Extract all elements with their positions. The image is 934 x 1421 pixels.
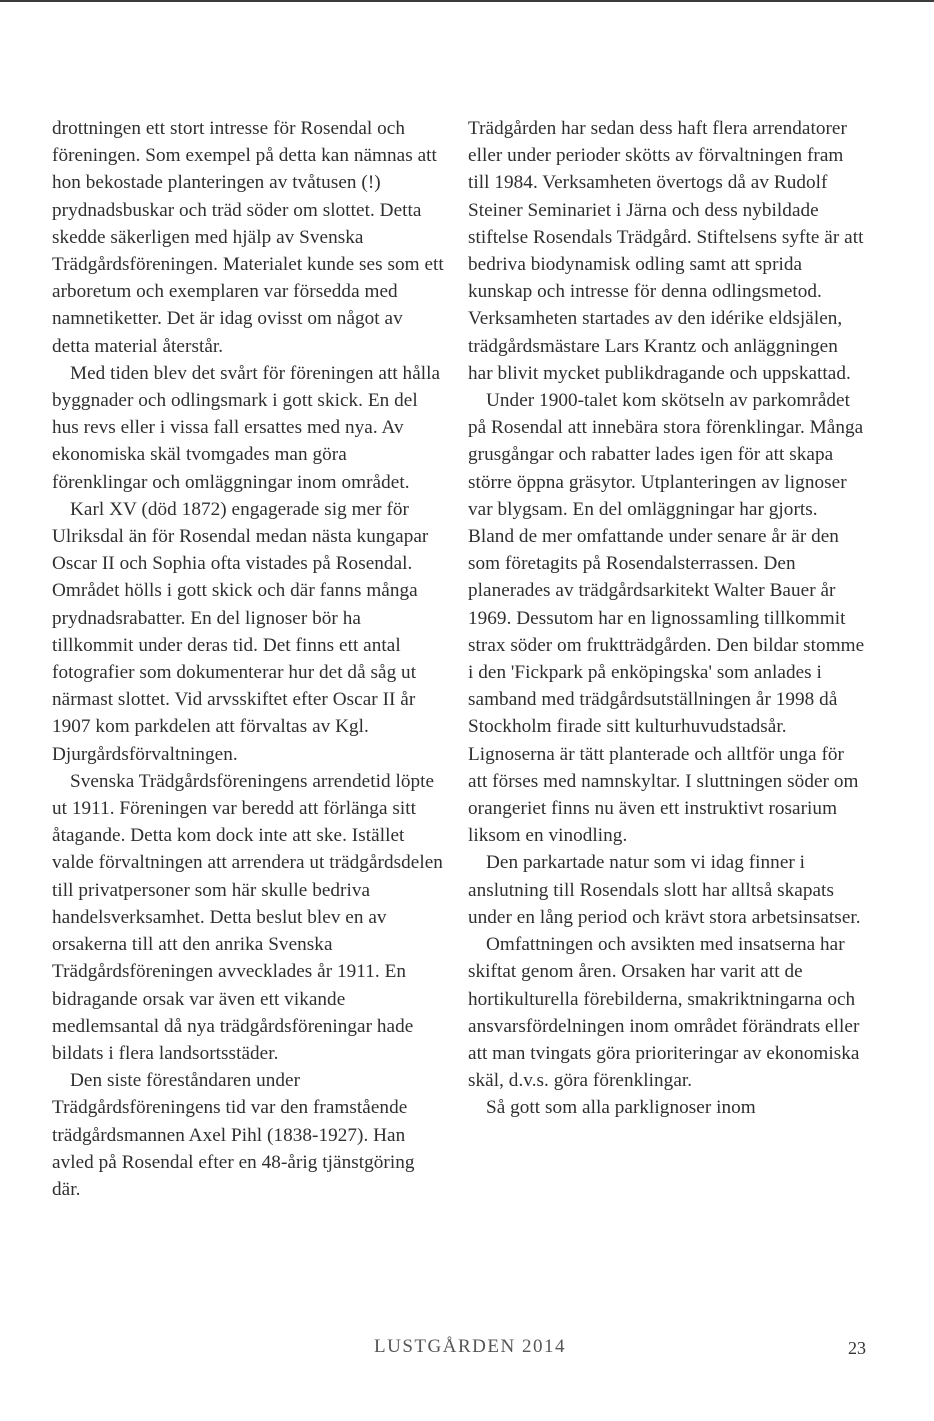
paragraph: Den parkartade natur som vi idag finner i anslutning till Rosendals slott har alltså skapats under en lång period och krävt stora arbetsinsatser. — [468, 852, 861, 928]
paragraph: Så gott som alla parklignoser inom — [486, 1097, 756, 1119]
paragraph: Svenska Trädgårdsföreningens arrendetid löpte ut 1911. Föreningen var beredd att förlänga sitt åtagande. Detta kom dock inte att ske. Istället valde förvaltningen att arrendera ut trädgårdsdelen till privatpersoner som här skulle bedriva handelsverksamhet. Detta beslut blev en av orsakerna till att den anrika Svenska Trädgårdsföreningen avvecklades år 1911. En bidragande orsak var även ett vikande medlemsantal då nya trädgårdsföreningar hade bildats i flera landsortsstäder. — [52, 770, 443, 1064]
paragraph: Karl XV (död 1872) engagerade sig mer för Ulriksdal än för Rosendal medan nästa kungapar Oscar II och Sophia ofta vistades på Rosendal. Området hölls i gott skick och där fanns många prydnadsrabatter. En del lignoser bör ha tillkommit under deras tid. Det finns ett antal fotografier som dokumenterar hur det då såg ut närmast slottet. Vid arvsskiftet efter Oscar II år 1907 kom parkdelen att förvaltas av Kgl. Djurgårdsförvaltningen. — [52, 498, 429, 765]
paragraph: Den siste föreståndaren under Trädgårdsföreningens tid var den framstående trädgårdsmannen Axel Pihl (1838-1927). Han avled på Rosendal efter en 48-årig tjänstgöring där. — [52, 1070, 415, 1200]
right-column — [468, 115, 866, 1122]
left-column — [52, 115, 444, 1203]
top-rule — [0, 0, 934, 2]
paragraph: Under 1900-talet kom skötseln av parkområdet på Rosendal att innebära stora förenklingar. Många grusgångar och rabatter lades igen för att skapa större öppna gräsytor. Utplanteringen av lignoser var blygsam. En del omläggningar har gjorts. Bland de mer omfattande under senare år är den som företagits på Rosendalsterrassen. Den planerades av trädgårdsarkitekt Walter Bauer år 1969. Dessutom har en lignossamling tillkommit strax söder om fruktträdgården. Den bildar stomme i den 'Fickpark på enköpingska' som anlades i samband med trädgårdsutställningen år 1998 då Stockholm firade sitt kulturhuvudstadsår. Lignoserna är tätt planterade och alltför unga för att förses med namnskyltar. I sluttningen söder om orangeriet finns nu även ett instruktivt rosarium liksom en vinodling. — [468, 390, 865, 847]
page-footer — [0, 1332, 934, 1362]
paragraph: drottningen ett stort intresse för Rosendal och föreningen. Som exempel på detta kan nämnas att hon bekostade planteringen av tvåtusen (!) prydnadsbuskar och träd söder om slottet. Detta skedde säkerligen med hjälp av Svenska Trädgårdsföreningen. Materialet kunde ses som ett arboretum och exemplaren var försedda med namnetiketter. Det är idag ovisst om något av detta material återstår. — [52, 118, 444, 357]
page-number: 23 — [848, 1338, 866, 1358]
paragraph: Trädgården har sedan dess haft flera arrendatorer eller under perioder skötts av förvaltningen fram till 1984. Verksamheten övertogs då av Rudolf Steiner Seminariet i Järna och dess nybildade stiftelse Rosendals Trädgård. Stiftelsens syfte är att bedriva biodynamisk odling samt att sprida kunskap och intresse för denna odlingsmetod. Verksamheten startades av den idérike eldsjälen, trädgårdsmästare Lars Krantz och anläggningen har blivit mycket publikdragande och uppskattad. — [468, 118, 864, 384]
paragraph: Omfattningen och avsikten med insatserna har skiftat genom åren. Orsaken har varit att de hortikulturella förebilderna, smakriktningarna och ansvarsfördelningen inom området förändrats eller att man tvingats göra prioriteringar av ekonomiska skäl, d.v.s. göra förenklingar. — [468, 934, 860, 1092]
publication-title: LUSTGÅRDEN 2014 — [374, 1336, 566, 1357]
paragraph: Med tiden blev det svårt för föreningen att hålla byggnader och odlingsmark i gott skick. En del hus revs eller i vissa fall ersattes med nya. Av ekonomiska skäl tvomgades man göra förenklingar och omläggningar inom området. — [52, 362, 441, 493]
